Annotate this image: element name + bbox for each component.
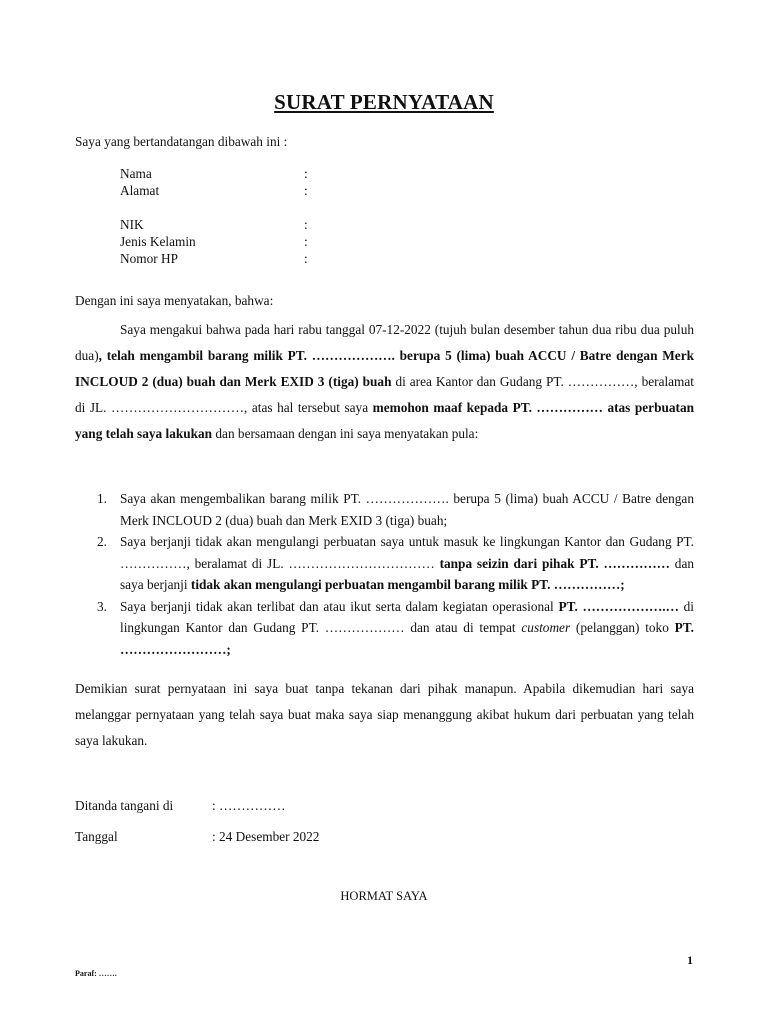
list-text: Saya akan mengembalikan barang milik PT. ………………. berupa 5 (lima) buah ACCU / Batre dengan Merk INCLOUD 2 (dua) buah dan Merk EXID 3 (tiga) buah; [120,491,694,528]
paragraph-text: dan bersamaan dengan ini saya menyatakan pula: [212,426,479,441]
field-colon: : [304,251,308,266]
list-bold-text: tidak akan mengulangi perbuatan mengambil barang milik PT. ……………; [190,577,625,592]
field-label: Jenis Kelamin [120,234,196,249]
list-bold-text: tanpa seizin dari pihak PT. …………… [439,555,670,571]
closing-paragraph: Demikian surat pernyataan ini saya buat tanpa tekanan dari pihak manapun. Apabila dikemudian hari saya melanggar pernyataan yang telah saya buat maka saya siap menanggung akibat hukum dari perbuatan yang telah saya lakukan. [75,681,694,748]
field-colon: : [304,234,308,249]
paraf-footer: Paraf: ……. [75,969,117,978]
paragraph-text: di area Kantor dan Gudang PT. ……………, beralamat di JL. …………………………, atas hal tersebut saya [75,374,694,415]
paragraph-bold-text: , telah mengambil barang milik PT. ………………. berupa 5 (lima) buah ACCU / Batre dengan Merk INCLOUD 2 (dua) buah dan Merk EXID 3 (tiga) buah [75,348,694,389]
field-colon: : [304,217,308,232]
paragraph-text: Saya mengakui bahwa pada hari rabu tanggal 07-12-2022 [120,322,435,337]
list-number: 2. [97,534,107,549]
list-item [75,488,694,531]
signature-place-value: : …………… [212,798,286,813]
field-label: Alamat [120,183,160,198]
field-label: NIK [120,217,144,232]
list-text: Saya berjanji tidak akan mengulangi perbuatan saya untuk masuk ke lingkungan Kantor dan Gudang PT. ……………, beralamat di JL. …………………………… [120,534,694,571]
field-colon: : [304,183,308,198]
list-text: dan saya berjanji [120,555,694,592]
list-italic-text: customer [521,620,571,635]
list-text: di lingkungan Kantor dan Gudang PT. ……………… dan atau di tempat [120,598,694,635]
field-label: Nama [120,166,152,181]
page-number: 1 [687,953,693,967]
intro-text: Saya yang bertandatangan dibawah ini : [75,134,288,149]
signature-date-value: : 24 Desember 2022 [212,829,320,844]
list-number: 3. [97,598,107,614]
closing-salutation: HORMAT SAYA [340,889,428,903]
paragraph-bold-text: memohon maaf kepada PT. …………… atas perbuatan yang telah saya lakukan [75,400,694,441]
field-label: Nomor HP [120,251,178,266]
list-item [75,596,694,661]
declaration-heading: Dengan ini saya menyatakan, bahwa: [75,293,274,308]
main-paragraph [75,317,694,447]
list-bold-text: PT. ……………………; [120,620,694,657]
statement-list [75,488,694,660]
list-text: Saya berjanji tidak akan terlibat dan atau ikut serta dalam kegiatan operasional [120,598,559,614]
paragraph-text: (tujuh bulan desember tahun dua ribu dua puluh dua) [75,322,694,363]
list-text: (pelanggan) toko [570,620,675,635]
field-colon: : [304,166,308,181]
document-title: SURAT PERNYATAAN [274,90,494,114]
signature-place-label: Ditanda tangani di [75,798,174,813]
list-number: 1. [97,491,107,506]
list-item [75,531,694,596]
signature-date-label: Tanggal [75,829,118,844]
list-bold-text: PT. ……………….… [558,598,679,614]
